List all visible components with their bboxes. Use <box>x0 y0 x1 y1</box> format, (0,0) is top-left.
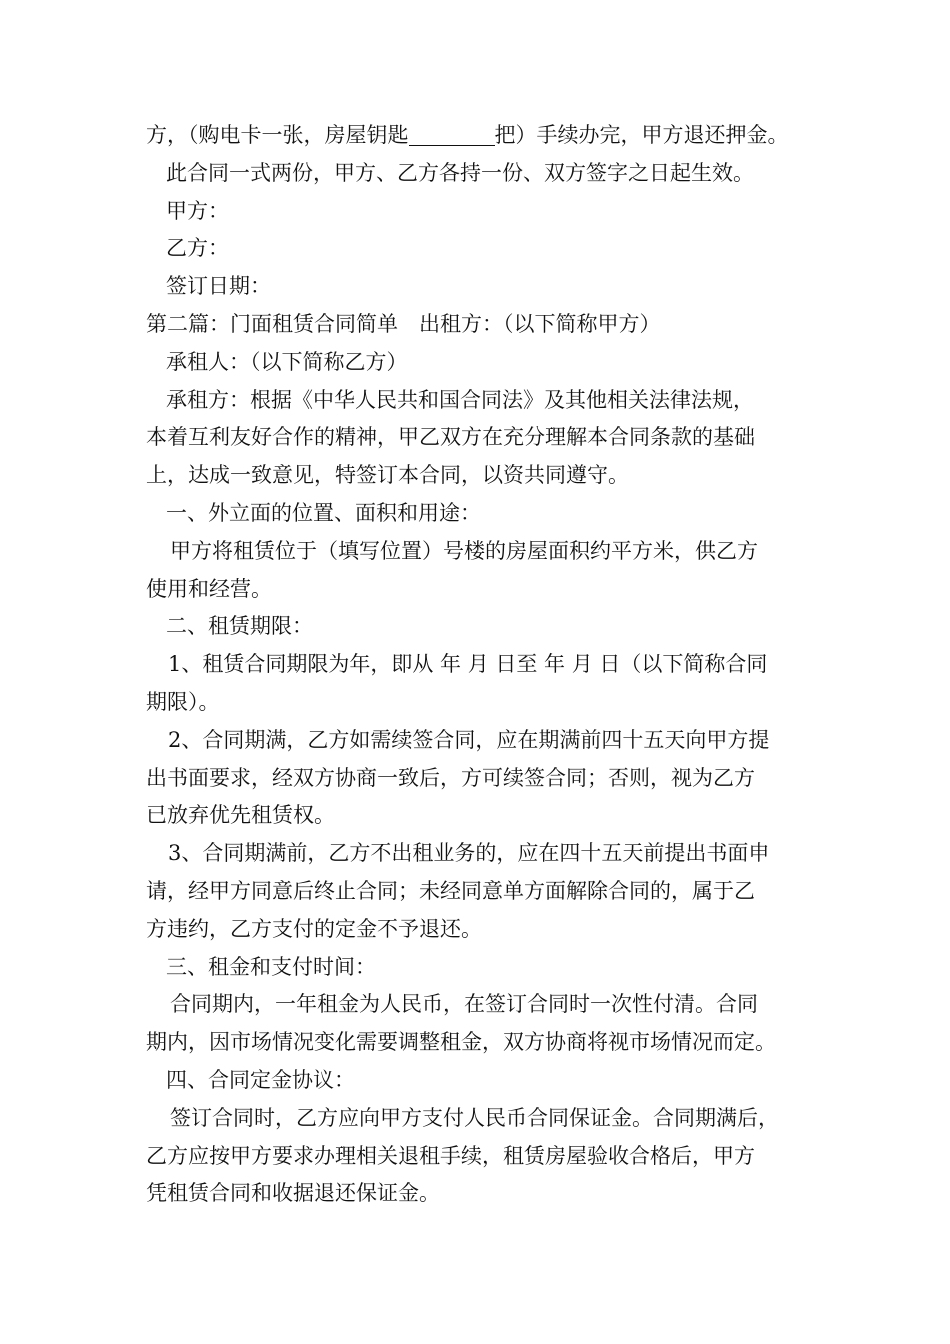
text-line: 甲方将租赁位于（填写位置）号楼的房屋面积约平方米，供乙方 <box>170 538 758 563</box>
text-line: 乙方应按甲方要求办理相关退租手续，租赁房屋验收合格后，甲方 <box>146 1143 755 1168</box>
text-line <box>146 117 826 155</box>
text-line: 请，经甲方同意后终止合同；未经同意单方面解除合同的，属于乙 <box>146 878 755 903</box>
clause-heading: 三、租金和支付时间： <box>166 954 376 979</box>
text-line: 1、租赁合同期限为年，即从 年 月 日至 年 月 日（以下简称合同 <box>168 652 768 677</box>
text-line: 凭租赁合同和收据退还保证金。 <box>146 1181 440 1206</box>
text-line: 期内，因市场情况变化需要调整租金，双方协商将视市场情况而定。 <box>146 1030 776 1055</box>
text-line: 2、合同期满，乙方如需续签合同，应在期满前四十五天向甲方提 <box>168 727 770 752</box>
clause-heading: 二、租赁期限： <box>166 614 313 639</box>
text-line: 签订合同时，乙方应向甲方支付人民币合同保证金。合同期满后， <box>170 1105 779 1130</box>
text-segment: （购电卡一张，房屋钥匙 <box>188 123 409 147</box>
text-line: 此合同一式两份，甲方、乙方各持一份、双方签字之日起生效。 <box>166 160 754 185</box>
text-line: 甲方： <box>166 198 229 223</box>
text-line: 方违约，乙方支付的定金不予退还。 <box>146 916 482 941</box>
text-line: 签订日期： <box>166 274 271 299</box>
text-line: 3、合同期满前，乙方不出租业务的，应在四十五天前提出书面申 <box>168 841 770 866</box>
document-body <box>146 117 826 1213</box>
text-line: 合同期内，一年租金为人民币，在签订合同时一次性付清。合同 <box>170 992 758 1017</box>
text-line: 本着互利友好合作的精神，甲乙双方在充分理解本合同条款的基础 <box>146 425 755 450</box>
text-line: 承租方：根据《中华人民共和国合同法》及其他相关法律法规， <box>166 387 754 412</box>
clause-heading: 四、合同定金协议： <box>166 1067 355 1092</box>
text-line: 已放弃优先租赁权。 <box>146 803 335 828</box>
text-line: 出书面要求，经双方协商一致后，方可续签合同；否则，视为乙方 <box>146 765 755 790</box>
section-heading: 第二篇：门面租赁合同简单 出租方：（以下简称甲方） <box>146 311 661 336</box>
text-line: 上，达成一致意见，特签订本合同，以资共同遵守。 <box>146 463 629 488</box>
text-line: 乙方： <box>166 236 229 261</box>
text-line: 使用和经营。 <box>146 576 272 601</box>
text-segment: 方， <box>146 123 188 147</box>
text-segment: 把）手续办完，甲方退还押金。 <box>494 123 789 147</box>
fill-in-blank <box>409 123 495 146</box>
text-line: 期限）。 <box>146 689 220 714</box>
text-line: 承租人：（以下简称乙方） <box>166 349 408 374</box>
clause-heading: 一、外立面的位置、面积和用途： <box>166 500 481 525</box>
